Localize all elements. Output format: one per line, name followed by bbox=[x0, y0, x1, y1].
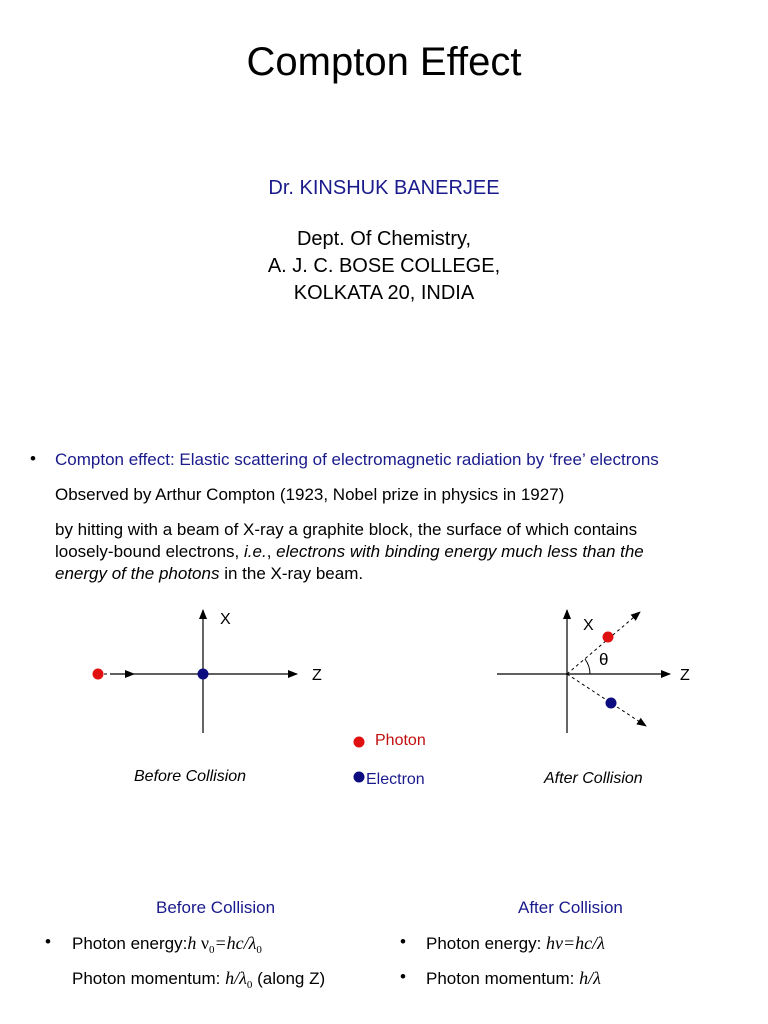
before-z-label: Z bbox=[312, 667, 322, 684]
after-energy-bullet: • bbox=[400, 932, 406, 951]
before-energy-label: Photon energy: bbox=[72, 934, 188, 953]
intro-headline: Compton effect: Elastic scattering of electromagnetic radiation by ‘free’ electrons bbox=[55, 450, 659, 469]
after-caption: After Collision bbox=[544, 770, 643, 787]
legend-electron-label: Electron bbox=[366, 771, 425, 788]
after-momentum-label: Photon momentum: bbox=[426, 969, 575, 988]
after-momentum-formula: h/λ bbox=[579, 968, 601, 988]
affiliation-line-3: KOLKATA 20, INDIA bbox=[293, 282, 475, 304]
legend-photon-label: Photon bbox=[375, 732, 426, 749]
description-line-1: by hitting with a beam of X-ray a graphite block, the surface of which contains bbox=[55, 520, 638, 539]
affiliation-line-1: Dept. Of Chemistry, bbox=[296, 228, 472, 250]
after-energy-label: Photon energy: bbox=[426, 934, 542, 953]
incoming-photon-dot bbox=[93, 669, 104, 680]
legend-electron-dot bbox=[354, 772, 365, 783]
before-momentum-note: (along Z) bbox=[257, 969, 326, 988]
theta-label: θ bbox=[599, 650, 609, 669]
description-line-2: loosely-bound electrons, i.e., electrons with binding energy much less than the bbox=[55, 542, 644, 561]
before-x-label: X bbox=[220, 611, 231, 628]
legend-photon-dot bbox=[354, 737, 365, 748]
after-energy-formula: hν=hc/λ bbox=[546, 933, 605, 953]
before-energy-row bbox=[72, 932, 262, 961]
before-energy-formula: h $\nu_0=hc/\lambda_0$ bbox=[187, 933, 262, 956]
after-x-label: X bbox=[583, 617, 594, 634]
before-caption: Before Collision bbox=[134, 768, 247, 785]
before-momentum-label: Photon momentum: bbox=[72, 969, 221, 988]
slide-title: Compton Effect bbox=[246, 40, 522, 84]
after-momentum-bullet: • bbox=[400, 967, 406, 986]
observed-text: Observed by Arthur Compton (1923, Nobel prize in physics in 1927) bbox=[55, 485, 565, 504]
after-z-label: Z bbox=[680, 667, 690, 684]
after-momentum-row bbox=[426, 967, 601, 990]
after-energy-row bbox=[426, 932, 605, 955]
before-heading: Before Collision bbox=[156, 898, 276, 917]
bullet-marker: • bbox=[30, 449, 36, 468]
author-name: Dr. KINSHUK BANERJEE bbox=[268, 177, 500, 199]
theta-arc bbox=[585, 659, 590, 674]
after-heading: After Collision bbox=[518, 898, 623, 917]
description-line-3: energy of the photons in the X-ray beam. bbox=[55, 564, 364, 583]
resting-electron-dot bbox=[198, 669, 209, 680]
affiliation-line-2: A. J. C. BOSE COLLEGE, bbox=[267, 255, 501, 277]
before-energy-bullet: • bbox=[45, 932, 51, 951]
before-momentum-formula: $h/\lambda_0$ bbox=[225, 968, 253, 991]
before-momentum-row bbox=[72, 967, 325, 996]
scattered-photon-dot bbox=[603, 632, 614, 643]
recoil-electron-dot bbox=[606, 698, 617, 709]
